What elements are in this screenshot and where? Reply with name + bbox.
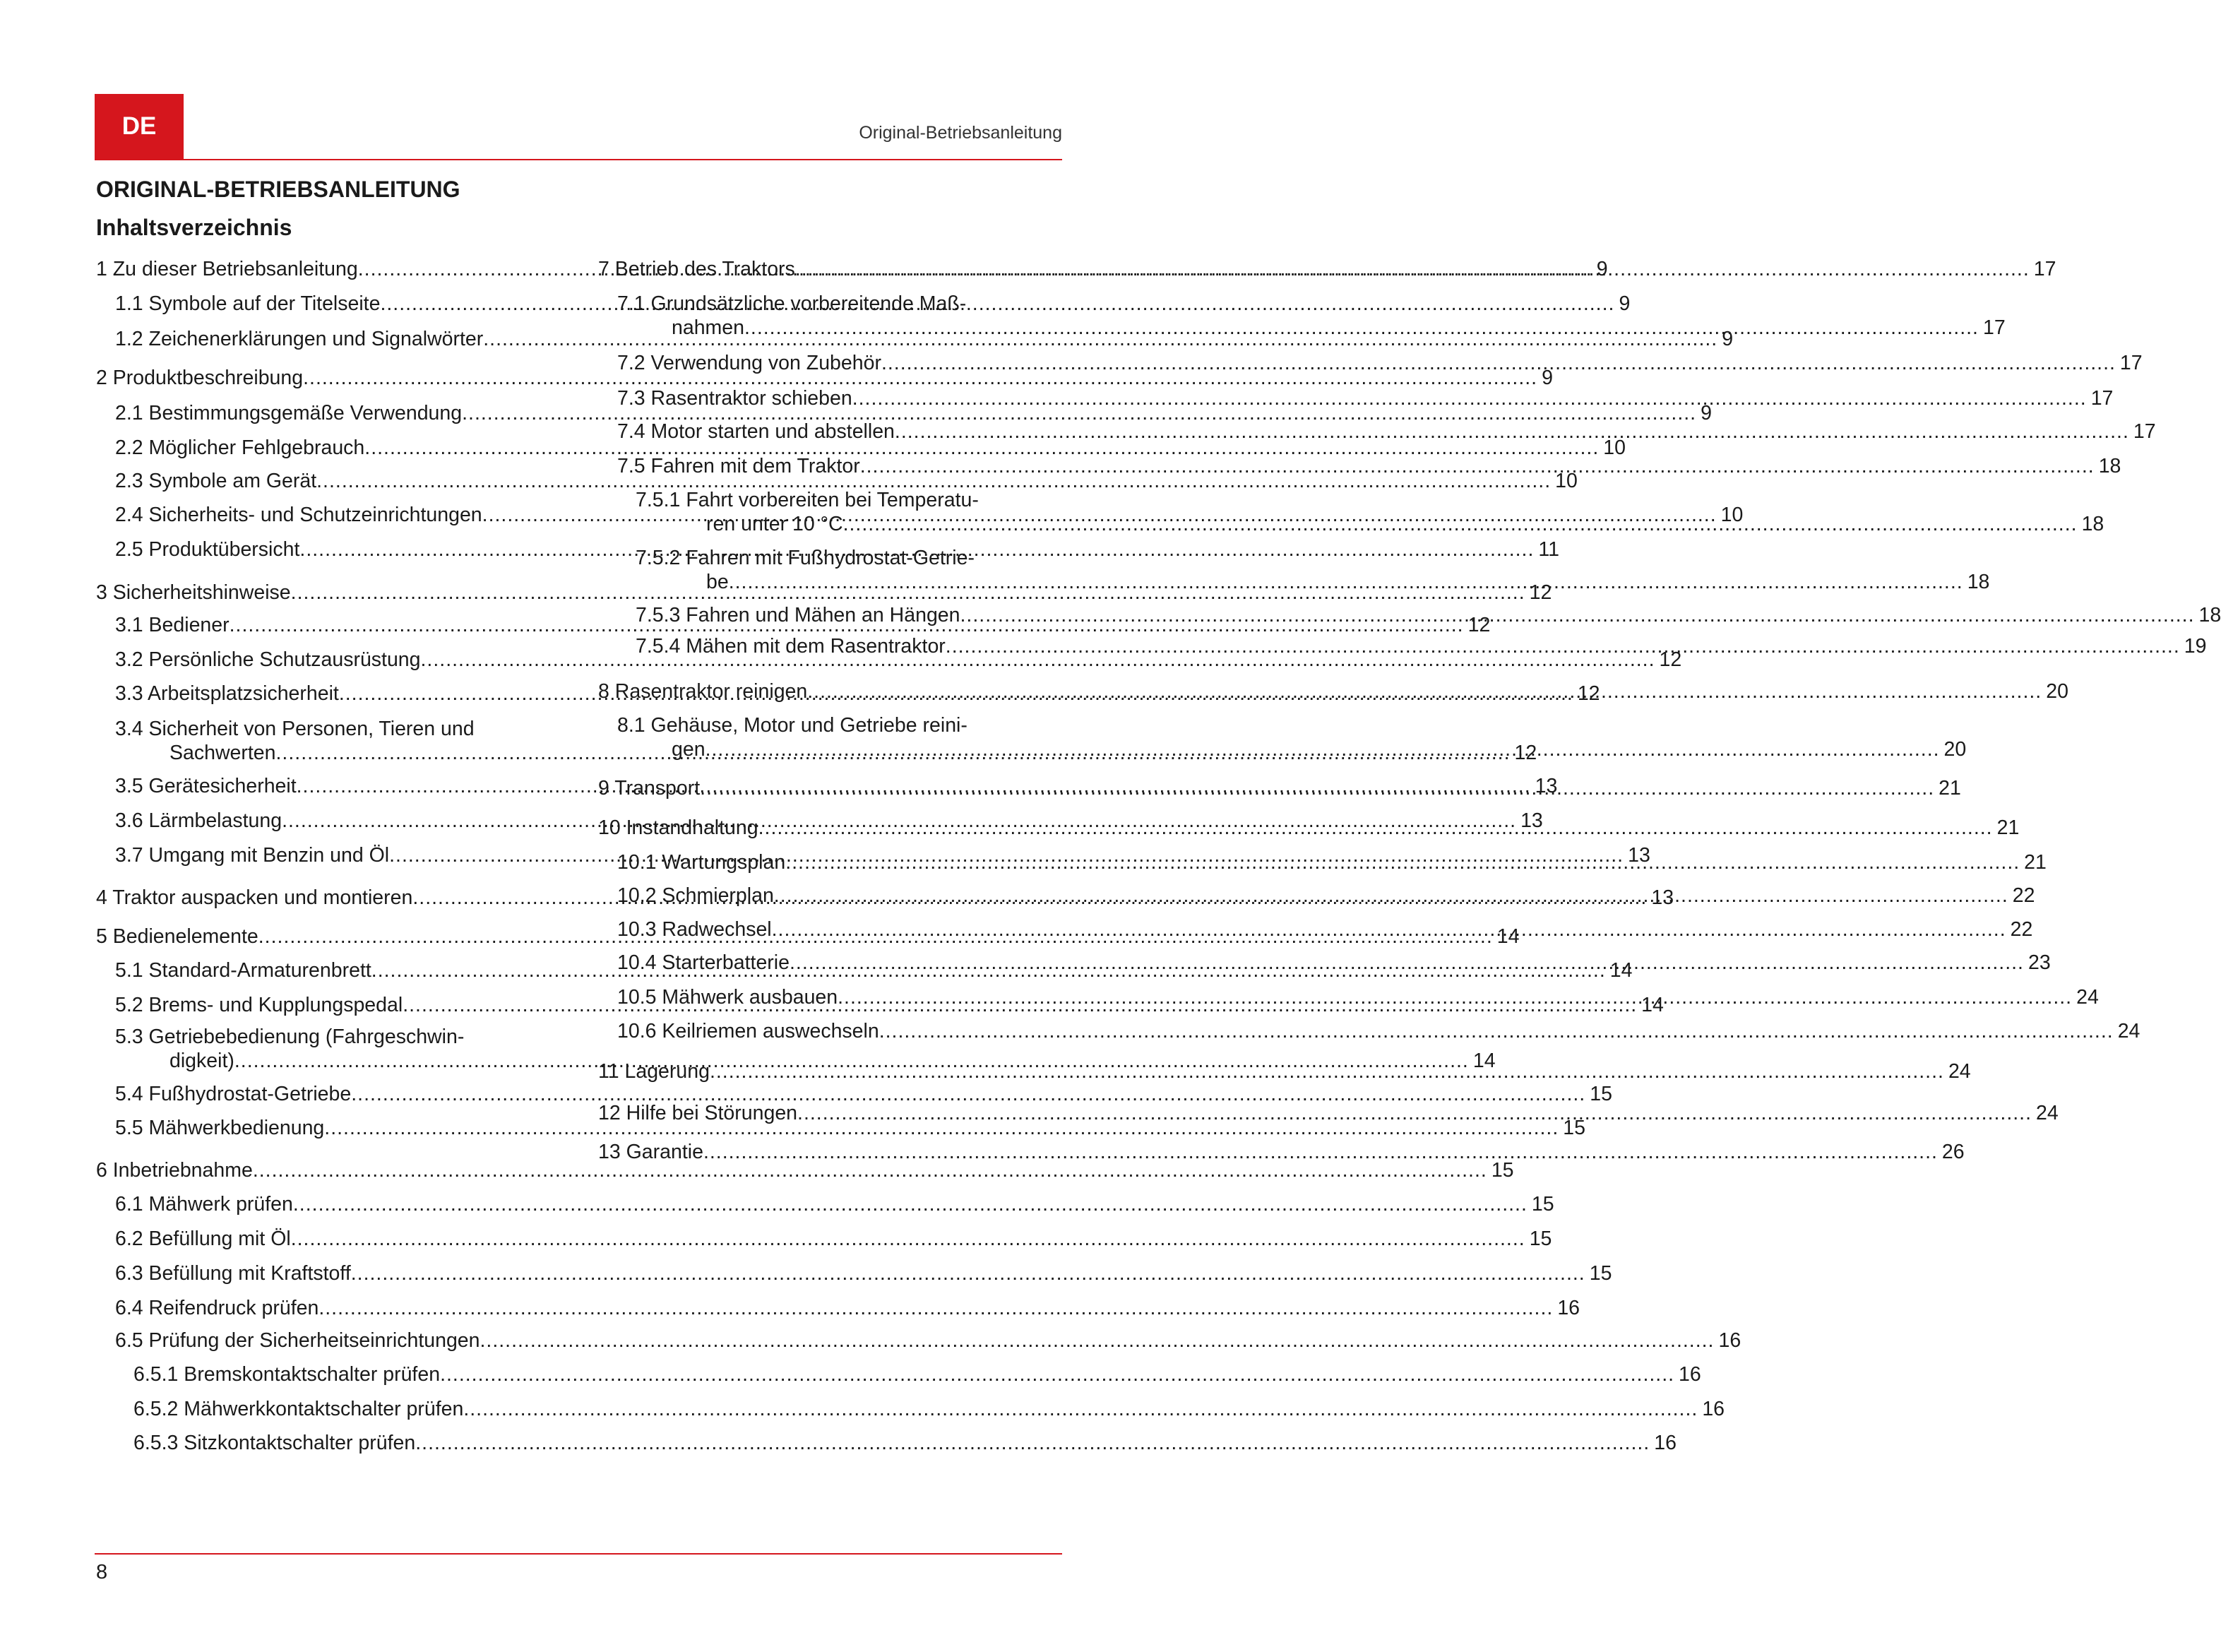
toc-entry-label: 3.3 Arbeitsplatzsicherheit: [115, 682, 339, 705]
toc-entry-label: 6.5.3 Sitzkontaktschalter prüfen: [133, 1432, 416, 1454]
toc-entry-label: 10.3 Radwechsel: [617, 918, 772, 941]
toc-entry-label-line2: be: [706, 571, 729, 593]
toc-leader-dots: [351, 1261, 1585, 1285]
toc-entry-label: 1.2 Zeichenerklärungen und Signalwörter: [115, 328, 484, 350]
toc-leader-dots: [729, 570, 1963, 594]
toc-entry[interactable]: [598, 634, 2207, 658]
toc-entry-page: 20: [2046, 680, 2068, 703]
toc-entry-label-line2: Sachwerten: [169, 742, 276, 764]
toc-entry-number: 7.1: [617, 292, 651, 315]
toc-entry-page: 18: [2098, 455, 2121, 477]
toc-entry-page: 16: [1557, 1297, 1580, 1319]
toc-entry-page: 13: [1628, 844, 1650, 867]
toc-entry-page: 11: [1538, 538, 1559, 561]
toc-entry[interactable]: [598, 292, 2006, 340]
toc-entry[interactable]: [96, 469, 1578, 493]
toc-leader-dots: [700, 776, 1934, 800]
toc-entry-page: 9: [1722, 328, 1734, 350]
toc-entry-label: 6.5 Prüfung der Sicherheitseinrichtungen: [115, 1329, 480, 1352]
toc-entry-label-line2: nahmen: [672, 316, 744, 339]
toc-entry-label-line1: Gehäuse, Motor und Getriebe reini-: [650, 714, 967, 737]
toc-entry[interactable]: [96, 1362, 1701, 1386]
toc-entry-label: 3.1 Bediener: [115, 614, 230, 636]
toc-entry-label: 1.1 Symbole auf der Titelseite: [115, 292, 381, 315]
toc-entry-page: 22: [2012, 884, 2035, 907]
toc-leader-dots: [772, 917, 2006, 941]
toc-entry-page: 10: [1603, 436, 1626, 459]
toc-leader-dots: [860, 454, 2095, 478]
toc-entry-label: [617, 292, 1050, 316]
toc-leader-dots: [838, 985, 2072, 1009]
toc-entry-label-line1: Sicherheit von Personen, Tieren und: [148, 718, 475, 740]
toc-entry-label-line1: Grundsätzliche vorbereitende Maß-: [650, 292, 967, 315]
toc-entry-label: 6.3 Befüllung mit Kraftstoff: [115, 1262, 351, 1285]
toc-entry-page: 12: [1514, 742, 1537, 764]
toc-entry[interactable]: [96, 436, 1626, 460]
toc-leader-dots: [785, 850, 2020, 874]
toc-entry-label: 10.1 Wartungsplan: [617, 851, 786, 874]
toc-entry-label: 7.5 Fahren mit dem Traktor: [617, 455, 860, 477]
toc-entry-label-line1: Fahren mit Fußhydrostat-Getrie-: [686, 547, 975, 569]
toc-entry-page: 10: [1720, 504, 1744, 526]
toc-entry-label-line2: ren unter 10 °C: [706, 513, 843, 535]
toc-entry-label: 5.5 Mähwerkbedienung: [115, 1117, 325, 1139]
toc-entry-page: 17: [2133, 420, 2156, 443]
toc-entry-label: [617, 713, 1050, 737]
toc-entry-label: 10.6 Keilriemen auswechseln: [617, 1020, 879, 1042]
footer-rule: [95, 1553, 1062, 1555]
toc-entry-label: 9 Transport: [598, 777, 701, 800]
toc-entry-page: 12: [1577, 682, 1600, 705]
toc-entry[interactable]: [598, 420, 2156, 444]
toc-entry[interactable]: [96, 1158, 1514, 1182]
toc-leader-dots: [710, 1059, 1944, 1083]
toc-entry-label: 6.5.2 Mähwerkkontaktschalter prüfen: [133, 1398, 464, 1420]
toc-entry-label: 2.4 Sicherheits- und Schutzeinrichtungen: [115, 504, 482, 526]
toc-entry-page: 15: [1491, 1159, 1514, 1182]
toc-entry-label: 6.4 Reifendruck prüfen: [115, 1297, 319, 1319]
toc-entry-label: 11 Lagerung: [598, 1060, 710, 1083]
toc-entry-label: 6.1 Mähwerk prüfen: [115, 1193, 293, 1216]
toc-leader-dots: [480, 1329, 1715, 1353]
toc-entry-page: 17: [2119, 352, 2143, 374]
toc-entry-page: 9: [1542, 367, 1553, 389]
toc-entry-label-line1: Getriebebedienung (Fahrgeschwin-: [148, 1026, 465, 1048]
toc-entry-label: 3.2 Persönliche Schutzausrüstung: [115, 648, 421, 671]
toc-entry-page: 13: [1535, 775, 1558, 797]
toc-entry-number: 3.4: [115, 718, 149, 740]
toc-leader-dots: [774, 884, 2008, 908]
header-rule: [95, 159, 1062, 160]
toc-entry-label: 7.3 Rasentraktor schieben: [617, 387, 852, 410]
toc-entry-label: [636, 488, 1050, 512]
toc-leader-dots: [960, 603, 2195, 627]
toc-entry-page: 21: [1996, 816, 2020, 839]
toc-entry-label-line1: Fahrt vorbereiten bei Temperatu-: [686, 489, 979, 511]
toc-leader-dots: [879, 1019, 2114, 1043]
toc-leader-dots: [293, 1192, 1528, 1216]
toc-entry-label: 7.2 Verwendung von Zubehör: [617, 352, 881, 374]
toc-entry-label: 5.1 Standard-Armaturenbrett: [115, 959, 371, 982]
toc-entry-page: 10: [1555, 470, 1578, 492]
toc-entry-label: 6.2 Befüllung mit Öl: [115, 1228, 291, 1250]
toc-leader-dots: [795, 257, 2030, 281]
toc-entry-label: 2.1 Bestimmungsgemäße Verwendung: [115, 402, 463, 424]
toc-entry-page: 16: [1679, 1363, 1701, 1386]
toc-entry-page: 24: [1948, 1060, 1971, 1083]
toc-leader-dots: [463, 1397, 1698, 1421]
toc-entry-number: 8.1: [617, 714, 651, 737]
toc-entry-label: 10.2 Schmierplan: [617, 884, 774, 907]
toc-entry-label: 2.5 Produktübersicht: [115, 538, 300, 561]
toc-entry-page: 18: [1967, 571, 1990, 593]
toc-entry-label: 6 Inbetriebnahme: [96, 1159, 253, 1182]
toc-entry-page: 24: [2117, 1020, 2140, 1042]
toc-entry-label: 7.4 Motor starten und abstellen: [617, 420, 895, 443]
toc-entry-label: 3 Sicherheitshinweise: [96, 581, 291, 604]
toc-entry[interactable]: [96, 366, 1553, 390]
toc-entry[interactable]: [96, 1192, 1554, 1216]
toc-entry-label: 3.6 Lärmbelastung: [115, 809, 282, 832]
toc-leader-dots: [797, 1101, 2032, 1125]
toc-leader-dots: [807, 679, 2042, 703]
toc-entry-label: 10.5 Mähwerk ausbauen: [617, 986, 838, 1009]
toc-entry[interactable]: [96, 1329, 1741, 1353]
toc-entry-page: 14: [1641, 994, 1664, 1016]
toc-entry-label: 3.7 Umgang mit Benzin und Öl: [115, 844, 390, 867]
toc-entry-page: 12: [1659, 648, 1682, 671]
toc-entry-page: 21: [1939, 777, 1961, 800]
toc-entry[interactable]: [96, 648, 1682, 672]
toc-entry-page: 14: [1472, 1050, 1496, 1072]
toc-entry-label: 12 Hilfe bei Störungen: [598, 1102, 798, 1124]
toc-entry-page: 9: [1596, 258, 1608, 280]
toc-entry-label-line2: digkeit): [169, 1050, 234, 1072]
toc-entry-page: 22: [2010, 918, 2033, 941]
toc-entry-label: 1 Zu dieser Betriebsanleitung: [96, 258, 358, 280]
toc-entry[interactable]: [598, 488, 2104, 536]
toc-entry-label: 4 Traktor auspacken und montieren: [96, 886, 413, 909]
toc-entry-label: 2.3 Symbole am Gerät: [115, 470, 317, 492]
toc-entry-page: 24: [2036, 1102, 2059, 1124]
toc-leader-dots: [291, 1227, 1525, 1251]
toc-heading: Inhaltsverzeichnis: [96, 215, 292, 240]
toc-entry[interactable]: [598, 386, 2114, 410]
toc-entry-page: 15: [1589, 1262, 1612, 1285]
toc-entry-label: 2.2 Möglicher Fehlgebrauch: [115, 436, 365, 459]
toc-entry[interactable]: [96, 1116, 1585, 1140]
toc-entry-page: 20: [1943, 738, 1967, 761]
toc-entry-label: [636, 546, 1050, 570]
toc-entry-page: 14: [1496, 925, 1520, 948]
toc-entry[interactable]: [96, 1227, 1552, 1251]
language-badge: DE: [95, 94, 184, 159]
toc-entry[interactable]: [96, 401, 1712, 425]
toc-entry-page: 18: [2198, 604, 2221, 626]
toc-entry-page: 12: [1529, 581, 1552, 604]
toc-entry-page: 16: [1702, 1398, 1725, 1420]
toc-entry-label: 2 Produktbeschreibung: [96, 367, 304, 389]
toc-entry[interactable]: [96, 1296, 1580, 1320]
toc-entry[interactable]: [96, 1082, 1612, 1106]
toc-leader-dots: [705, 737, 1940, 761]
toc-entry-page: 21: [2024, 851, 2047, 874]
toc-entry-page: 26: [1941, 1141, 1965, 1163]
toc-entry[interactable]: [598, 1101, 2059, 1125]
toc-entry-number: 7.5.2: [636, 547, 686, 569]
toc-entry-page: 15: [1529, 1228, 1552, 1250]
toc-entry-label: 5 Bedienelemente: [96, 925, 258, 948]
toc-entry-label: 7 Betrieb des Traktors: [598, 258, 795, 280]
toc-entry-page: 17: [2033, 258, 2056, 280]
toc-entry[interactable]: [598, 1019, 2140, 1043]
toc-entry-page: 15: [1563, 1117, 1585, 1139]
toc-entry-number: 5.3: [115, 1026, 149, 1048]
toc-entry-page: 13: [1520, 809, 1543, 832]
toc-entry-page: 14: [1609, 959, 1633, 982]
toc-entry-page: 16: [1654, 1432, 1677, 1454]
toc-leader-dots: [758, 816, 1993, 840]
toc-entry-page: 15: [1590, 1083, 1612, 1105]
toc-entry[interactable]: [96, 1261, 1612, 1285]
toc-entry-page: 16: [1718, 1329, 1741, 1352]
page-number: 8: [96, 1561, 108, 1583]
toc-entry-label: 7.5.3 Fahren und Mähen an Hängen: [636, 604, 960, 626]
toc-leader-dots: [946, 634, 2180, 658]
toc-leader-dots: [415, 1431, 1650, 1455]
toc-entry-label: 6.5.1 Bremskontaktschalter prüfen: [133, 1363, 441, 1386]
toc-entry-page: 23: [2028, 951, 2051, 974]
toc-leader-dots: [703, 1140, 1938, 1164]
toc-entry[interactable]: [598, 1140, 1965, 1164]
toc-entry[interactable]: [598, 351, 2143, 375]
toc-entry[interactable]: [598, 257, 2056, 281]
toc-entry-label: 5.2 Brems- und Kupplungspedal: [115, 994, 403, 1016]
toc-entry-page: 12: [1467, 614, 1491, 636]
document-title: ORIGINAL-BETRIEBSANLEITUNG: [96, 177, 460, 202]
toc-entry-label: 5.4 Fußhydrostat-Getriebe: [115, 1083, 352, 1105]
toc-entry-page: 24: [2076, 986, 2099, 1009]
toc-entry-page: 13: [1651, 886, 1674, 909]
toc-entry[interactable]: [96, 1431, 1677, 1455]
toc-entry-number: 7.5.1: [636, 489, 686, 511]
toc-entry-label: 3.5 Gerätesicherheit: [115, 775, 297, 797]
toc-entry-page: 17: [2090, 387, 2114, 410]
toc-entry-label: 7.5.4 Mähen mit dem Rasentraktor: [636, 635, 946, 658]
toc-entry[interactable]: [598, 454, 2121, 478]
toc-leader-dots: [843, 512, 2078, 536]
toc-entry-page: 15: [1531, 1193, 1554, 1216]
toc-leader-dots: [440, 1362, 1674, 1386]
toc-leader-dots: [744, 316, 1979, 340]
toc-entry-page: 18: [2081, 513, 2104, 535]
toc-entry-label: 10.4 Starterbatterie: [617, 951, 790, 974]
toc-leader-dots: [895, 420, 2129, 444]
toc-entry-label: 13 Garantie: [598, 1141, 703, 1163]
toc-leader-dots: [790, 951, 2024, 975]
toc-entry[interactable]: [96, 1397, 1725, 1421]
running-title: Original-Betriebsanleitung: [859, 123, 1062, 143]
toc-entry-label-line2: gen: [672, 738, 705, 761]
toc-leader-dots: [881, 351, 2116, 375]
toc-leader-dots: [318, 1296, 1553, 1320]
toc-leader-dots: [852, 386, 2087, 410]
toc-entry-page: 17: [1982, 316, 2006, 339]
toc-entry-label: [115, 717, 528, 741]
toc-entry-page: 19: [2184, 635, 2207, 658]
toc-entry-page: 9: [1701, 402, 1712, 424]
toc-entry-label: 8 Rasentraktor reinigen: [598, 680, 808, 703]
toc-entry-label: [115, 1025, 528, 1049]
toc-entry-page: 9: [1619, 292, 1631, 315]
toc-entry-label: 10 Instandhaltung: [598, 816, 758, 839]
